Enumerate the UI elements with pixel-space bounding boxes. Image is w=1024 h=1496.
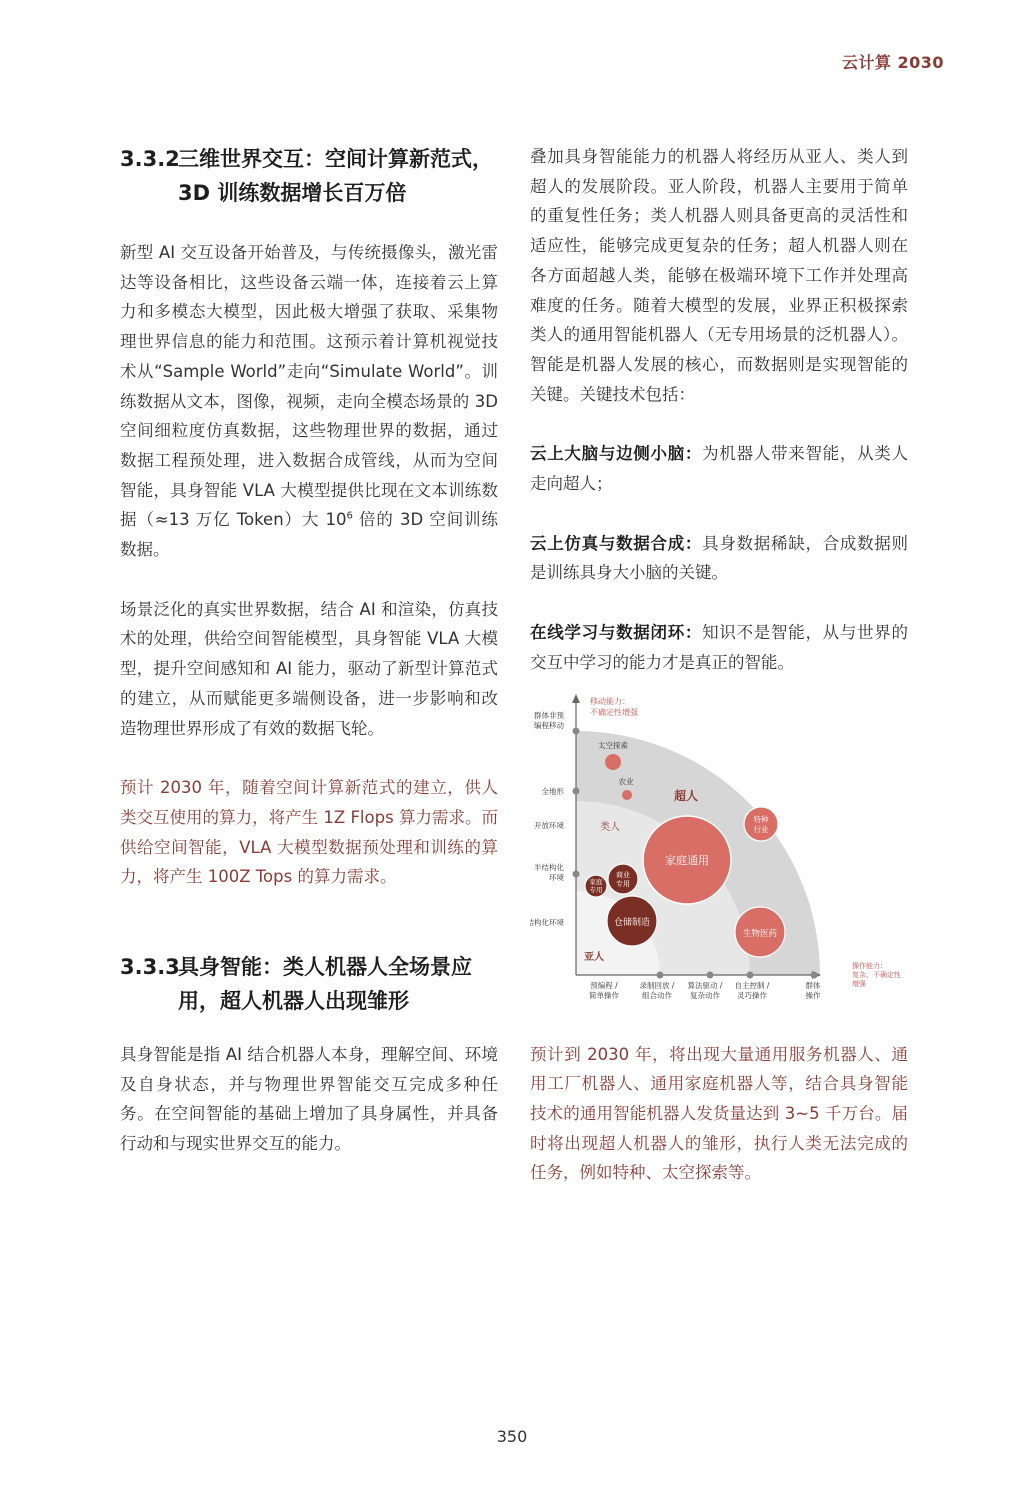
x-tick-dot [747, 971, 754, 978]
robot-capability-diagram [530, 690, 908, 1000]
y-tick-label: 结构化环境 [530, 917, 564, 927]
y-tick-label: 开放环境 [534, 820, 564, 830]
x-tick-label: 录制回放 / [639, 980, 675, 990]
svg-text:农业: 农业 [618, 776, 634, 786]
bubble-home-general [643, 816, 731, 904]
key-tech-online-learning: 在线学习与数据闭环：知识不是智能，从与世界的交互中学习的能力才是真正的智能。 [530, 623, 909, 672]
svg-text:专用: 专用 [589, 885, 603, 894]
x-tick-label: 自主控制 / [734, 980, 770, 990]
bubble-warehouse-manufacturing [607, 896, 657, 946]
section-heading-3-3-2 [120, 142, 498, 210]
svg-text:家庭: 家庭 [589, 877, 603, 886]
paragraph-data-flywheel: 场景泛化的真实世界数据，结合 AI 和渲染，仿真技术的处理，供给空间智能模型，具身智能 VLA 大模型，提升空间感知和 AI 能力，驱动了新型计算范式的建立，从而赋能更多端侧设备，进一步影响和改造物理世界形成了有效的数据飞轮。 [120, 599, 498, 738]
svg-text:商业: 商业 [616, 870, 630, 879]
x-axis-title-1: 操作能力： [852, 961, 887, 970]
highlight-paragraph-compute-forecast: 预计 2030 年，随着空间计算新范式的建立，供人类交互使用的算力，将产生 1Z Flops 算力需求。而供给空间智能，VLA 大模型数据预处理和训练的算力，将产生 100Z Tops 的算力需求。 [120, 778, 498, 887]
y-axis-title-2: 不确定性增强 [590, 707, 638, 717]
section-number: 3.3.2 [120, 147, 180, 171]
paragraph-robot-stages: 叠加具身智能能力的机器人将经历从亚人、类人到超人的发展阶段。亚人阶段，机器人主要用于简单的重复性任务；类人机器人则具备更高的灵活性和适应性，能够完成更复杂的任务；超人机器人则在各方面超越人类，能够在极端环境下工作并处理高难度的任务。随着大模型的发展，业界正积极探索类人的通用智能机器人（无专用场景的泛机器人）。智能是机器人发展的核心，而数据则是实现智能的关键。关键技术包括： [530, 147, 908, 404]
x-tick-dot [657, 971, 664, 978]
y-tick-label: 群体非预 [534, 710, 564, 720]
x-tick-label: 组合动作 [642, 990, 672, 1000]
section-title: 具身智能：类人机器人全场景应用，超人机器人出现雏形 [178, 955, 472, 1014]
y-tick-dot [573, 727, 580, 734]
y-axis-ticks [530, 710, 580, 927]
bubble-home-special [585, 875, 607, 897]
x-tick-label: 算法驱动 / [687, 980, 723, 990]
section-title: 三维世界交互：空间计算新范式，3D 训练数据增长百万倍 [178, 147, 493, 205]
section-heading-3-3-3 [120, 950, 498, 1018]
x-tick-label: 预编程 / [590, 980, 618, 990]
y-tick-label: 全地形 [541, 786, 564, 796]
x-tick-label: 群体 [805, 980, 821, 990]
y-tick-label: 编程移动 [534, 720, 564, 730]
bubble-commercial-special [608, 864, 638, 894]
bubble-biomedicine [735, 907, 785, 957]
left-column [120, 142, 498, 1159]
x-axis-title-3: 增强 [852, 979, 866, 988]
x-tick-label: 操作 [805, 990, 821, 1000]
zone-label-human: 类人 [600, 821, 620, 833]
paragraph-embodied-definition: 具身智能是指 AI 结合机器人本身，理解空间、环境及自身状态，并与物理世界智能交互完成多种任务。在空间智能的基础上增加了具身属性，并具备行动和与现实世界交互的能力。 [120, 1045, 498, 1154]
zone-label-super: 超人 [673, 788, 699, 803]
x-tick-label: 复杂动作 [690, 990, 720, 1000]
x-axis-ticks [589, 971, 821, 1000]
x-tick-label: 灵巧操作 [737, 990, 767, 1000]
section-number: 3.3.3 [120, 955, 180, 980]
page-number: 350 [496, 1427, 528, 1446]
svg-text:行业: 行业 [753, 824, 769, 834]
x-tick-dot [707, 971, 714, 978]
highlight-paragraph-robot-forecast: 预计到 2030 年，将出现大量通用服务机器人、通用工厂机器人、通用家庭机器人等，结合具身智能技术的通用智能机器人发货量达到 3~5 千万台。届时将出现超人机器人的雏形，执行人类无法完成的任务，例如特种、太空探索等。 [530, 1044, 908, 1183]
svg-text:太空探索: 太空探索 [598, 740, 628, 750]
key-tech-cloud-brain: 云上大脑与边侧小脑：为机器人带来智能，从类人走向超人； [530, 444, 909, 494]
y-axis-arrow [572, 694, 580, 703]
y-tick-label: 环境 [549, 872, 564, 882]
right-column [530, 142, 908, 1188]
x-axis-title-2: 复杂、不确定性 [852, 970, 901, 979]
svg-text:仓储制造: 仓储制造 [613, 917, 651, 928]
x-tick-label: 简单操作 [589, 990, 619, 1000]
svg-text:生物医药: 生物医药 [742, 928, 778, 939]
svg-text:家庭通用: 家庭通用 [665, 853, 709, 867]
y-tick-dot [573, 870, 580, 877]
svg-text:特种: 特种 [753, 814, 769, 824]
zone-label-sub: 亚人 [584, 951, 604, 963]
svg-text:专用: 专用 [616, 879, 630, 888]
running-title: 云计算 2030 [841, 53, 944, 72]
key-tech-cloud-simulation: 云上仿真与数据合成：具身数据稀缺，合成数据则是训练具身大小脑的关键。 [530, 533, 909, 583]
x-tick-dot [811, 971, 818, 978]
y-tick-label: 半结构化 [534, 862, 564, 872]
bubble-special-industry [744, 807, 778, 841]
y-axis-title-1: 移动能力： [590, 696, 630, 706]
paragraph-ai-devices: 新型 AI 交互设备开始普及，与传统摄像头，激光雷达等设备相比，这些设备云端一体，连接着云上算力和多模态大模型，因此极大增强了获取、采集物理世界信息的能力和范围。这预示着计算机视觉技术从“Sample World”走向“Simulate World”。训练数据从文本，图像，视频，走向全模态场景的 3D 空间细粒度仿真数据，这些物理世界的数据，通过数据工程预处理，进入数据合成管线，从而为空间智能，具身智能 VLA 大模型提供比现在文本训练数据（≈13 万亿 Token）大 $10^6$ 倍的 3D 空间训练数据。 [120, 243, 498, 560]
y-tick-dot [573, 787, 580, 794]
superscript-exponent: 6 [346, 510, 353, 522]
